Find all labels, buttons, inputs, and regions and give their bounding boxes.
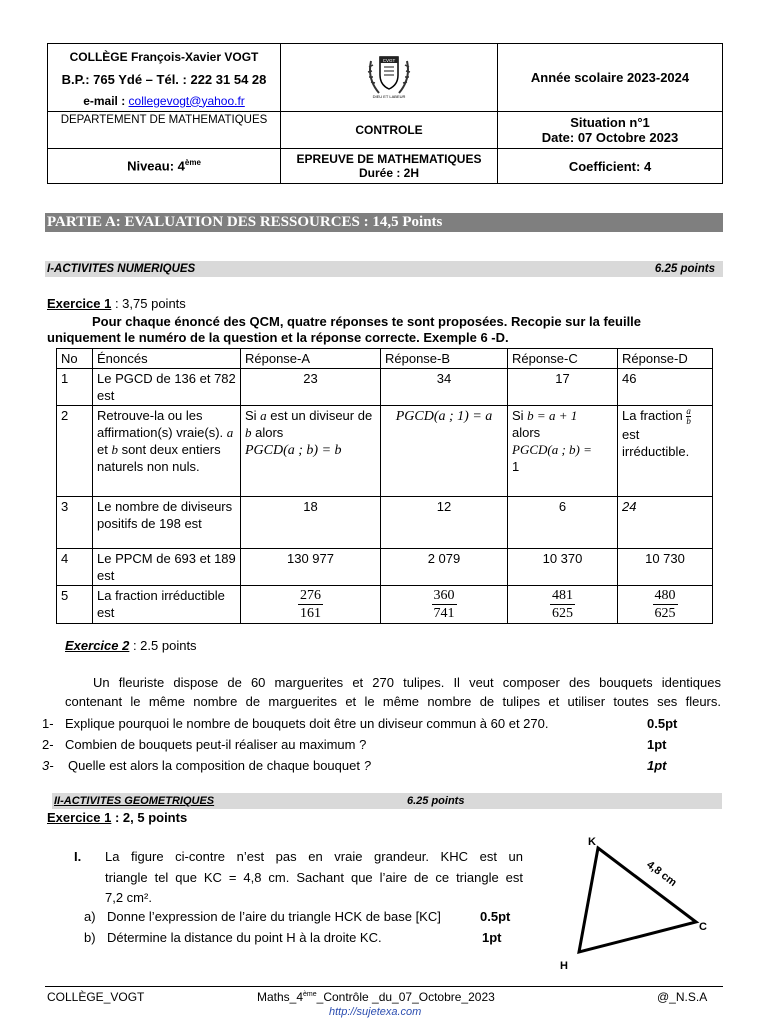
row-number: 4 (57, 549, 93, 586)
ex1-instruction-2: uniquement le numéro de la question et la réponse correcte. Exemple 6 -D. (47, 330, 509, 345)
ex2-paragraph-1: Un fleuriste dispose de 60 marguerites et 270 tulipes. Il veut composer des bouquets identiques (93, 675, 721, 690)
geo-qa-points: 0.5pt (480, 909, 511, 924)
epreuve: EPREUVE DE MATHEMATIQUES (296, 152, 482, 166)
section2-points: 6.25 points (407, 795, 465, 807)
answer-d: 10 730 (618, 549, 713, 586)
geo-qb-label: b) (84, 930, 96, 945)
ex2-q2: Combien de bouquets peut-il réaliser au maximum ? (65, 737, 367, 752)
answer-d: $\frac{480}{625}$ (618, 586, 713, 624)
coefficient: Coefficient: 4 (498, 149, 723, 184)
answer-c: 10 370 (508, 549, 618, 586)
geo-qb: Détermine la distance du point H à la droite KC. (107, 930, 382, 945)
situation-date-cell (498, 112, 723, 149)
triangle-figure (550, 830, 720, 975)
answer-b: 12 (381, 497, 508, 549)
epreuve-cell (281, 149, 498, 184)
col-header: Réponse-B (381, 349, 508, 369)
geo-qb-points: 1pt (482, 930, 502, 945)
vertex-k-label: K (588, 836, 596, 848)
ex2-q1-points: 0.5pt (647, 716, 678, 731)
question: Le nombre de diviseurs positifs de 198 est (93, 497, 241, 549)
section1-points: 6.25 points (654, 263, 715, 275)
row-number: 3 (57, 497, 93, 549)
answer-d: La fraction $\frac{a}{b}$ est irréductible. (618, 406, 713, 497)
table-row (57, 369, 713, 406)
geo-line-2: triangle tel que KC = 4,8 cm. Sachant que l’aire de ce triangle est (105, 870, 523, 885)
ex1-instruction-1: Pour chaque énoncé des QCM, quatre réponses te sont proposées. Recopie sur la feuille (92, 314, 642, 329)
answer-a: 23 (241, 369, 381, 406)
table-row (57, 406, 713, 497)
vertex-c-label: C (699, 921, 707, 933)
geo-line-1: La figure ci-contre n’est pas en vraie grandeur. KHC est un (105, 849, 523, 864)
table-row (57, 497, 713, 549)
answer-a: 18 (241, 497, 381, 549)
row-number: 1 (57, 369, 93, 406)
email-label: e-mail : (83, 93, 129, 108)
ex2-q2-points: 1pt (647, 737, 667, 752)
col-header: Énoncés (93, 349, 241, 369)
answer-c: Si b = a + 1 alors PGCD(a ; b) = 1 (508, 406, 618, 497)
level: Niveau: 4ème (48, 149, 281, 184)
answer-a: $\frac{276}{161}$ (241, 586, 381, 624)
answer-a: 130 977 (241, 549, 381, 586)
ex2-q1: Explique pourquoi le nombre de bouquets doit être un diviseur commun à 60 et 270. (65, 716, 549, 731)
section1-title: I-ACTIVITES NUMERIQUES (47, 263, 196, 275)
geo-qa-label: a) (84, 909, 96, 924)
ex2-q3-number: 3- (42, 758, 54, 773)
question: La fraction irréductible est (93, 586, 241, 624)
answer-b: 34 (381, 369, 508, 406)
answer-c: $\frac{481}{625}$ (508, 586, 618, 624)
row-number: 5 (57, 586, 93, 624)
geo-line-3: 7,2 cm². (105, 890, 152, 905)
ex2-q1-number: 1- (42, 716, 54, 731)
email-link[interactable]: collegevogt@yahoo.fr (128, 93, 245, 108)
answer-d: 24 (618, 497, 713, 549)
situation: Situation n°1 (570, 115, 650, 130)
ex2-paragraph-2: contenant le même nombre de marguerites et le même nombre de tulipes et utiliser toutes ses fleurs. (65, 694, 721, 709)
geo-ex1-heading: Exercice 1 : 2, 5 points (47, 810, 188, 825)
school-logo (365, 51, 413, 101)
logo-cell (281, 44, 498, 112)
logo-motto: DIEU ET LABEUR (372, 94, 406, 99)
qcm-table (56, 348, 713, 624)
question: Le PPCM de 693 et 189 est (93, 549, 241, 586)
answer-d: 46 (618, 369, 713, 406)
col-header: Réponse-D (618, 349, 713, 369)
footer-divider (45, 986, 723, 987)
answer-c: 6 (508, 497, 618, 549)
part-a-title: PARTIE A: EVALUATION DES RESSOURCES : 14,5 Points (45, 213, 723, 232)
footer-right: @_N.S.A (657, 990, 708, 1004)
exam-type: CONTROLE (281, 112, 498, 149)
school-year: Année scolaire 2023-2024 (498, 44, 723, 112)
question: Retrouve-la ou les affirmation(s) vraie(s). a et b sont deux entiers naturels non nuls. (93, 406, 241, 497)
school-info-cell (48, 44, 281, 112)
ex2-heading: Exercice 2 : 2.5 points (65, 638, 197, 653)
department: DEPARTEMENT DE MATHEMATIQUES (48, 112, 281, 149)
geo-qa: Donne l’expression de l’aire du triangle HCK de base [KC] (107, 909, 441, 924)
side-kc-length: 4,8 cm (644, 858, 679, 890)
triangle-khc (579, 848, 696, 952)
answer-b: 2 079 (381, 549, 508, 586)
question: Le PGCD de 136 et 782 est (93, 369, 241, 406)
section2-title: II-ACTIVITES GEOMETRIQUES (54, 795, 215, 807)
col-header: No (57, 349, 93, 369)
answer-b: $\frac{360}{741}$ (381, 586, 508, 624)
answer-a: Si a est un diviseur de b alors PGCD(a ; b) = b (241, 406, 381, 497)
ex2-q3: Quelle est alors la composition de chaque bouquet ? (68, 758, 371, 773)
footer-link[interactable]: http://sujetexa.com (329, 1006, 422, 1018)
header-table (47, 43, 723, 184)
col-header: Réponse-A (241, 349, 381, 369)
section1-bar (45, 261, 723, 277)
answer-b: PGCD(a ; 1) = a (381, 406, 508, 497)
school-name: COLLÈGE François-Xavier VOGT (69, 49, 259, 64)
answer-c: 17 (508, 369, 618, 406)
exam-date: Date: 07 Octobre 2023 (541, 130, 679, 145)
col-header: Réponse-C (508, 349, 618, 369)
ex1-heading: Exercice 1 : 3,75 points (47, 296, 186, 311)
table-header-row (57, 349, 713, 369)
row-number: 2 (57, 406, 93, 497)
school-address: B.P.: 765 Ydé – Tél. : 222 31 54 28 (61, 71, 267, 87)
geo-roman-numeral: I. (74, 849, 82, 864)
footer-middle: Maths_4ème_Contrôle _du_07_Octobre_2023 (257, 990, 495, 1004)
logo-text: CVGT (382, 58, 396, 63)
table-row (57, 586, 713, 624)
section2-bar (52, 793, 722, 809)
ex2-q3-points: 1pt (647, 758, 667, 773)
footer-left: COLLÈGE_VOGT (47, 990, 145, 1004)
table-row (57, 549, 713, 586)
vertex-h-label: H (560, 960, 568, 972)
ex2-q2-number: 2- (42, 737, 54, 752)
duration: Durée : 2H (358, 166, 420, 180)
